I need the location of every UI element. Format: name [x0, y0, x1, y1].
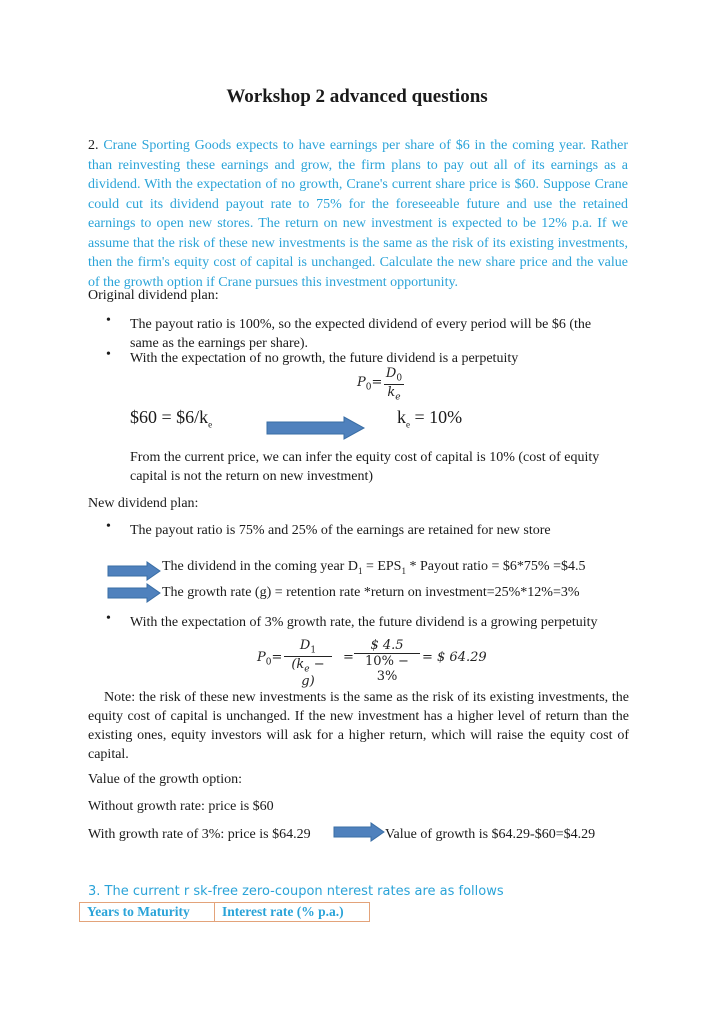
- growth-option-heading: Value of the growth option:: [88, 772, 242, 787]
- formula-fraction: $\frac{D_0}{k_e}$: [385, 366, 403, 403]
- table-row: [80, 903, 370, 922]
- right-arrow-icon: [266, 416, 366, 440]
- bullet-icon: •: [106, 347, 111, 362]
- right-arrow-icon: [107, 583, 161, 603]
- formula2-fraction-1: $\frac{D_1}{(k_e - g)}$: [284, 638, 332, 689]
- with-growth-line: With growth rate of 3%: price is $64.29: [88, 827, 311, 842]
- question-number: 2.: [88, 138, 99, 153]
- interest-rate-table: [79, 902, 370, 922]
- question-text: Crane Sporting Goods expects to have earnings per share of $6 in the coming year. Rather than reinvesting these earnings and grow, the firm plans to pay out all of its earnings as a dividend. With the expectation of no growth, Crane's current share price is $60. Suppose Crane could cut its dividend payout rate to 75% for the foreseeable future and use the retained earnings to open new stores. The return on new investment is expected to be 12% p.a. If we assume that the risk of these new investments is the same as the risk of its existing investments, then the firm's equity cost of capital is unchanged. Calculate the new share price and the value of the growth option if Crane pursues this investment opportunity.: [88, 138, 629, 290]
- original-plan-heading: Original dividend plan:: [88, 288, 219, 303]
- bullet-icon: •: [106, 519, 111, 534]
- question-2: [88, 136, 628, 292]
- ke-result: $k_e = 10\%$: [397, 407, 463, 430]
- new-bullet-2: With the expectation of 3% growth rate, the future dividend is a growing perpetuity: [130, 615, 598, 630]
- page-title: Workshop 2 advanced questions: [226, 86, 488, 107]
- formula2-fraction-2: $\frac{\$ 4.5}{10\% - 3\%}$: [354, 638, 420, 684]
- dividend-line: The dividend in the coming year $D_1 = EPS_1$ * Payout ratio = $6*75% =$4.5: [162, 559, 586, 576]
- growth-rate-line: The growth rate (g) = retention rate *return on investment=25%*12%=3%: [162, 585, 580, 600]
- without-growth-line: Without growth rate: price is $60: [88, 799, 274, 814]
- new-plan-heading: New dividend plan:: [88, 496, 199, 511]
- formula-p0: $P_0=$: [357, 375, 383, 393]
- new-bullet-1: The payout ratio is 75% and 25% of the earnings are retained for new store: [130, 523, 551, 538]
- question-3-heading: 3. The current r sk-free zero-coupon nterest rates are as follows: [88, 884, 504, 899]
- right-arrow-icon: [333, 822, 385, 842]
- note-paragraph: Note: the risk of these new investments is the same as the risk of its existing investments, the equity cost of capital is unchanged. If the new investment has a higher level of return than the existing ones, equity investors will ask for a higher return, which will raise the equity cost of capital.: [88, 690, 629, 762]
- growth-value-line: Value of growth is $64.29-$60=$4.29: [385, 827, 596, 842]
- cost-of-capital-note: From the current price, we can infer the equity cost of capital is 10% (cost of equity capital is not the return on new investment): [130, 450, 600, 484]
- formula2-p0: $P_0=$: [257, 650, 283, 668]
- right-arrow-icon: [107, 561, 161, 581]
- table-header-rate: Interest rate (% p.a.): [215, 903, 370, 922]
- price-equation: $60 = $\$6/k_e$: [130, 407, 213, 430]
- original-bullet-2: With the expectation of no growth, the future dividend is a perpetuity: [130, 351, 519, 366]
- original-bullet-1: The payout ratio is 100%, so the expected dividend of every period will be $6 (the same as the earnings per share).: [130, 317, 592, 351]
- table-header-years: Years to Maturity: [80, 903, 215, 922]
- formula2-result: = $ 64.29: [422, 650, 487, 665]
- formula2-equals: =: [343, 650, 354, 665]
- bullet-icon: •: [106, 313, 111, 328]
- bullet-icon: •: [106, 611, 111, 626]
